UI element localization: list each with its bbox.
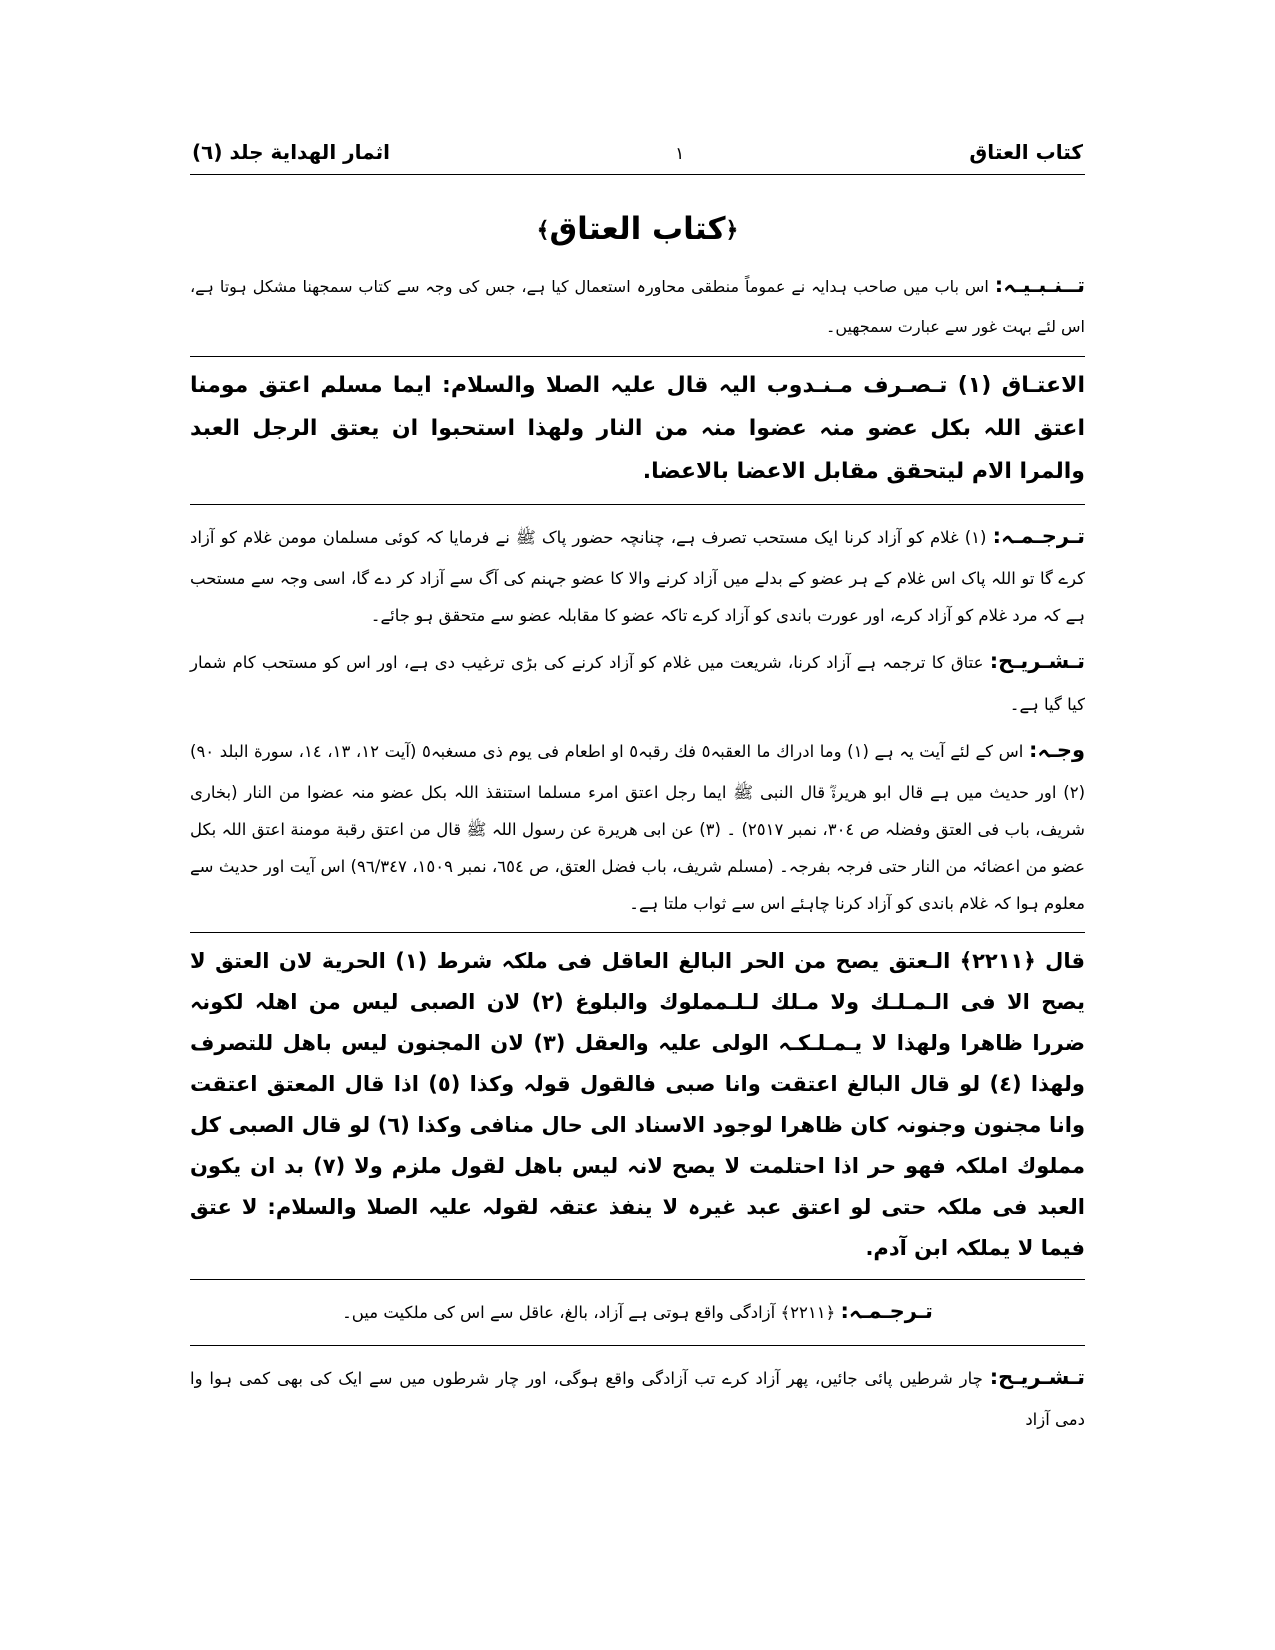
label-tarjuma-1: تـرجـمـہ:	[992, 523, 1085, 548]
text-matn-1: الاعتـاق (١) تـصـرف مـنـدوب الیہ قال علیہ الصلا والسلام: ایما مسلم اعتق مومنا اعتق اللہ بكل عضو منہ عضوا منہ من النار ولھذا استحبوا ان یعتق الرجل العبد والمرا الام لیتحقق مقابل الاعضا بالاعضا.	[190, 373, 1085, 484]
divider-5	[190, 1345, 1085, 1346]
section-tanbih	[190, 261, 1085, 346]
label-tashreeh-2: تـشـریـح:	[989, 1365, 1086, 1390]
text-wajh-1: اس کے لئے آیت یہ ہے (١) وما ادراك ما العقبہ٥ فك رقبہ٥ او اطعام فی یوم ذی مسغبہ٥ (آیت ١٢، ١٣، ١٤، سورة البلد ٩٠) (٢) اور حدیث میں ہے قال ابو ھریرةؓ قال النبی ﷺ ایما رجل اعتق امرء مسلما استنقذ اللہ بكل عضو منہ عضوا من النار (بخاری شریف، باب فی العتق وفضلہ ص ٣٠٤، نمبر ٢٥١٧) ۔ (٣) عن ابی ھریرة عن رسول اللہ ﷺ قال من اعتق رقبة مومنة اعتق اللہ بكل عضو من اعضائہ من النار حتی فرجہ بفرجہ۔ (مسلم شریف، باب فضل العتق، ص ٦٥٤، نمبر ١٥٠٩، ٩٦/٣٤٧) اس آیت اور حدیث سے معلوم ہوا کہ غلام باندی کو آزاد کرنا چاہئے اس سے ثواب ملتا ہے۔	[190, 741, 1085, 914]
text-tarjuma-1: (١) غلام کو آزاد کرنا ایک مستحب تصرف ہے، چنانچہ حضور پاک ﷺ نے فرمایا کہ کوئی مسلمان مومن غلام کو آزاد کرے گا تو اللہ پاک اس غلام کے ہر عضو کے بدلے میں آزاد کرنے والا کا عضو جہنم کی آگ سے آزاد کر دے گا، اسی وجہ سے مستحب ہے کہ مرد غلام کو آزاد کرے، اور عورت باندی کو آزاد کرے تاکہ عضو کا مقابلہ عضو سے متحقق ہو جائے۔	[190, 527, 1085, 626]
ornament-left-icon: ﴾	[536, 218, 550, 243]
section-matn-2	[190, 941, 1085, 1269]
section-tarjuma-1	[190, 513, 1085, 635]
text-tashreeh-2: چار شرطیں پائی جائیں، پھر آزاد کرے تب آزادگی واقع ہوگی، اور چار شرطوں میں سے ایک کی بھی کمی ہوا وا دمی آزاد	[190, 1369, 1085, 1430]
label-tarjuma-2: تـرجـمـہ:	[840, 1298, 933, 1323]
label-wajh-1: وجـہ:	[1028, 737, 1086, 762]
section-tashreeh-1	[190, 638, 1085, 722]
header-left-text: اثمار الهداية جلد (٦)	[192, 140, 390, 164]
section-tashreeh-2	[190, 1354, 1085, 1438]
label-tashreeh-1: تـشـریـح:	[989, 649, 1085, 674]
label-tanbih: تــنـبـیـہ:	[994, 273, 1085, 297]
running-header	[190, 140, 1085, 164]
divider-3	[190, 932, 1085, 933]
section-tarjuma-2	[190, 1288, 1085, 1335]
divider-1	[190, 356, 1085, 357]
divider-4	[190, 1279, 1085, 1280]
text-matn-2: قال ﴿٢٢١١﴾ الـعتق یصح من الحر البالغ العاقل فی ملكہ شرط (١) الحریة لان العتق لا یصح الا فی الـمـلـك ولا مـلك لـلـمملوك والبلوغ (٢) لان الصبی لیس من اھلہ لكونہ ضررا ظاھرا ولھذا لا یـمـلـكـہ الولی علیہ والعقل (٣) لان المجنون لیس باھل للتصرف ولھذا (٤) لو قال البالغ اعتقت وانا صبی فالقول قولہ وكذا (٥) اذا قال المعتق اعتقت وانا مجنون وجنونہ كان ظاھرا لوجود الاسناد الی حال منافی وكذا (٦) لو قال الصبی كل مملوك املكہ فھو حر اذا احتلمت لا یصح لانہ لیس باھل لقول ملزم ولا (٧) بد ان یكون العبد فی ملكہ حتی لو اعتق عبد غیرہ لا ینفذ عتقہ لقولہ علیہ الصلا والسلام: لا عتق فیما لا یملكہ ابن آدم.	[190, 949, 1086, 1260]
page-title	[190, 211, 1085, 247]
text-tanbih: اس باب میں صاحب ہدایہ نے عموماً منطقی محاورہ استعمال کیا ہے، جس کی وجہ سے کتاب سمجھنا مشکل ہوتا ہے، اس لئے بہت غور سے عبارت سمجھیں۔	[190, 277, 1085, 337]
header-divider	[190, 174, 1085, 175]
ornament-right-icon: ﴿	[725, 218, 739, 243]
page-title-text: كتاب العتاق	[549, 211, 726, 247]
page-folio-number: ١	[675, 144, 685, 164]
section-wajh-1	[190, 727, 1085, 923]
header-right-text: كتاب العتاق	[969, 140, 1083, 164]
text-tarjuma-2: ﴿٢٢١١﴾ آزادگی واقع ہوتی ہے آزاد، بالغ، عاقل سے اس کی ملکیت میں۔	[342, 1302, 836, 1322]
divider-2	[190, 504, 1085, 505]
section-matn-1	[190, 365, 1085, 494]
text-tashreeh-1: عتاق کا ترجمہ ہے آزاد کرنا، شریعت میں غلام کو آزاد کرنے کی بڑی ترغیب دی ہے، اور اس کو مستحب کام شمار کیا گیا ہے۔	[190, 653, 1085, 714]
